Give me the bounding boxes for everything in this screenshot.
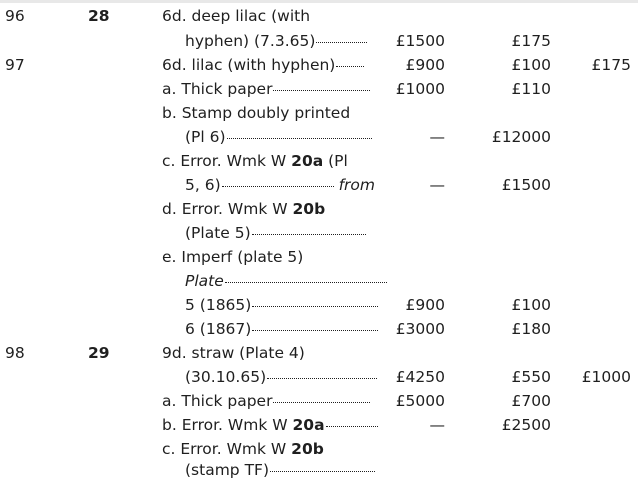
catalogue-row (0, 365, 638, 389)
catalogue-row (0, 29, 638, 53)
sub-variety (162, 197, 325, 221)
plate-label: Plate (185, 272, 224, 290)
description-text: 5, 6) (185, 176, 221, 194)
description-text: (Pl (323, 152, 348, 170)
catalogue-row (0, 53, 638, 77)
leader-dots (267, 378, 377, 379)
catalogue-row (0, 173, 638, 197)
catalogue-row (0, 458, 638, 482)
description-text: (Plate 5) (185, 224, 251, 242)
from-label: from (338, 176, 375, 194)
leader-dots (316, 42, 367, 43)
sub-variety (162, 389, 370, 413)
catalogue-row (0, 77, 638, 101)
leader-dots (273, 402, 370, 403)
price-unused: £900 (405, 296, 445, 314)
description-text: hyphen) (7.3.65) (185, 32, 316, 50)
leader-dots (225, 282, 387, 283)
description-text: 6 (1867) (185, 320, 252, 338)
catalogue-number: 97 (5, 56, 25, 74)
sub-variety (162, 77, 370, 101)
sub-variety-cont (185, 317, 378, 341)
description-text: (30.10.65) (185, 368, 267, 386)
stamp-type: 28 (88, 7, 110, 25)
price-used: £180 (511, 320, 551, 338)
price-used: £100 (511, 296, 551, 314)
sub-variety-cont (185, 173, 375, 197)
leader-dots (227, 138, 372, 139)
leader-dots (270, 471, 375, 472)
sub-variety (162, 413, 378, 437)
price-used: £175 (511, 32, 551, 50)
catalogue-row (0, 221, 638, 245)
price-on-cover: £175 (591, 56, 631, 74)
price-unused: — (429, 128, 445, 146)
watermark-ref: 20a (292, 416, 325, 434)
stamp-description: 9d. straw (Plate 4) (162, 344, 305, 362)
watermark-ref: 20b (291, 440, 324, 458)
catalogue-row (0, 341, 638, 365)
sub-variety-cont (185, 125, 372, 149)
catalogue-row (0, 413, 638, 437)
price-used: £110 (511, 80, 551, 98)
sub-variety: e. Imperf (plate 5) (162, 248, 304, 266)
stamp-description-cont (185, 29, 367, 53)
stamp-description: 6d. deep lilac (with (162, 7, 311, 25)
price-on-cover: £1000 (581, 368, 631, 386)
price-unused: £900 (405, 56, 445, 74)
sub-variety-cont (185, 221, 366, 245)
stamp-description (162, 53, 364, 77)
price-unused: £4250 (395, 368, 445, 386)
description-text: b. Error. Wmk W (162, 416, 293, 434)
leader-dots (252, 306, 378, 307)
price-used: £550 (511, 368, 551, 386)
price-used: £100 (511, 56, 551, 74)
sub-variety-cont (185, 293, 378, 317)
price-used: £2500 (501, 416, 551, 434)
description-text: 6d. lilac (with hyphen) (162, 56, 336, 74)
watermark-ref: 20b (292, 200, 326, 218)
catalogue-row (0, 149, 638, 173)
description-text: d. Error. Wmk W (162, 200, 293, 218)
leader-dots (252, 330, 378, 331)
description-text: c. Error. Wmk W (162, 152, 292, 170)
description-text: (Pl 6) (185, 128, 226, 146)
catalogue-number: 96 (5, 7, 25, 25)
catalogue-row (0, 101, 638, 125)
sub-variety: b. Stamp doubly printed (162, 104, 351, 122)
price-unused: — (429, 176, 445, 194)
price-unused: £1000 (395, 80, 445, 98)
price-used: £1500 (501, 176, 551, 194)
catalogue-row (0, 317, 638, 341)
watermark-ref: 20a (291, 152, 324, 170)
catalogue-row (0, 293, 638, 317)
catalogue-row (0, 245, 638, 269)
price-used: £12000 (491, 128, 551, 146)
description-text: 5 (1865) (185, 296, 252, 314)
stamp-type: 29 (88, 344, 110, 362)
sub-variety-cont (185, 269, 387, 293)
price-unused: — (429, 416, 445, 434)
leader-dots (222, 186, 334, 187)
leader-dots (336, 66, 364, 67)
catalogue-number: 98 (5, 344, 25, 362)
description-text: c. Error. Wmk W (162, 440, 292, 458)
description-text: (stamp TF) (185, 461, 269, 479)
price-unused: £1500 (395, 32, 445, 50)
sub-variety (162, 149, 348, 173)
sub-variety-cont (185, 458, 375, 482)
description-text: a. Thick paper (162, 392, 273, 410)
price-used: £700 (511, 392, 551, 410)
price-unused: £5000 (395, 392, 445, 410)
catalogue-row (0, 389, 638, 413)
stamp-description-cont (185, 365, 377, 389)
price-unused: £3000 (395, 320, 445, 338)
catalogue-row (0, 4, 638, 28)
leader-dots (252, 234, 366, 235)
leader-dots (273, 90, 370, 91)
description-text: a. Thick paper (162, 80, 273, 98)
leader-dots (326, 426, 378, 427)
catalogue-row (0, 269, 638, 293)
catalogue-row (0, 197, 638, 221)
top-rule (0, 0, 638, 3)
catalogue-row (0, 125, 638, 149)
